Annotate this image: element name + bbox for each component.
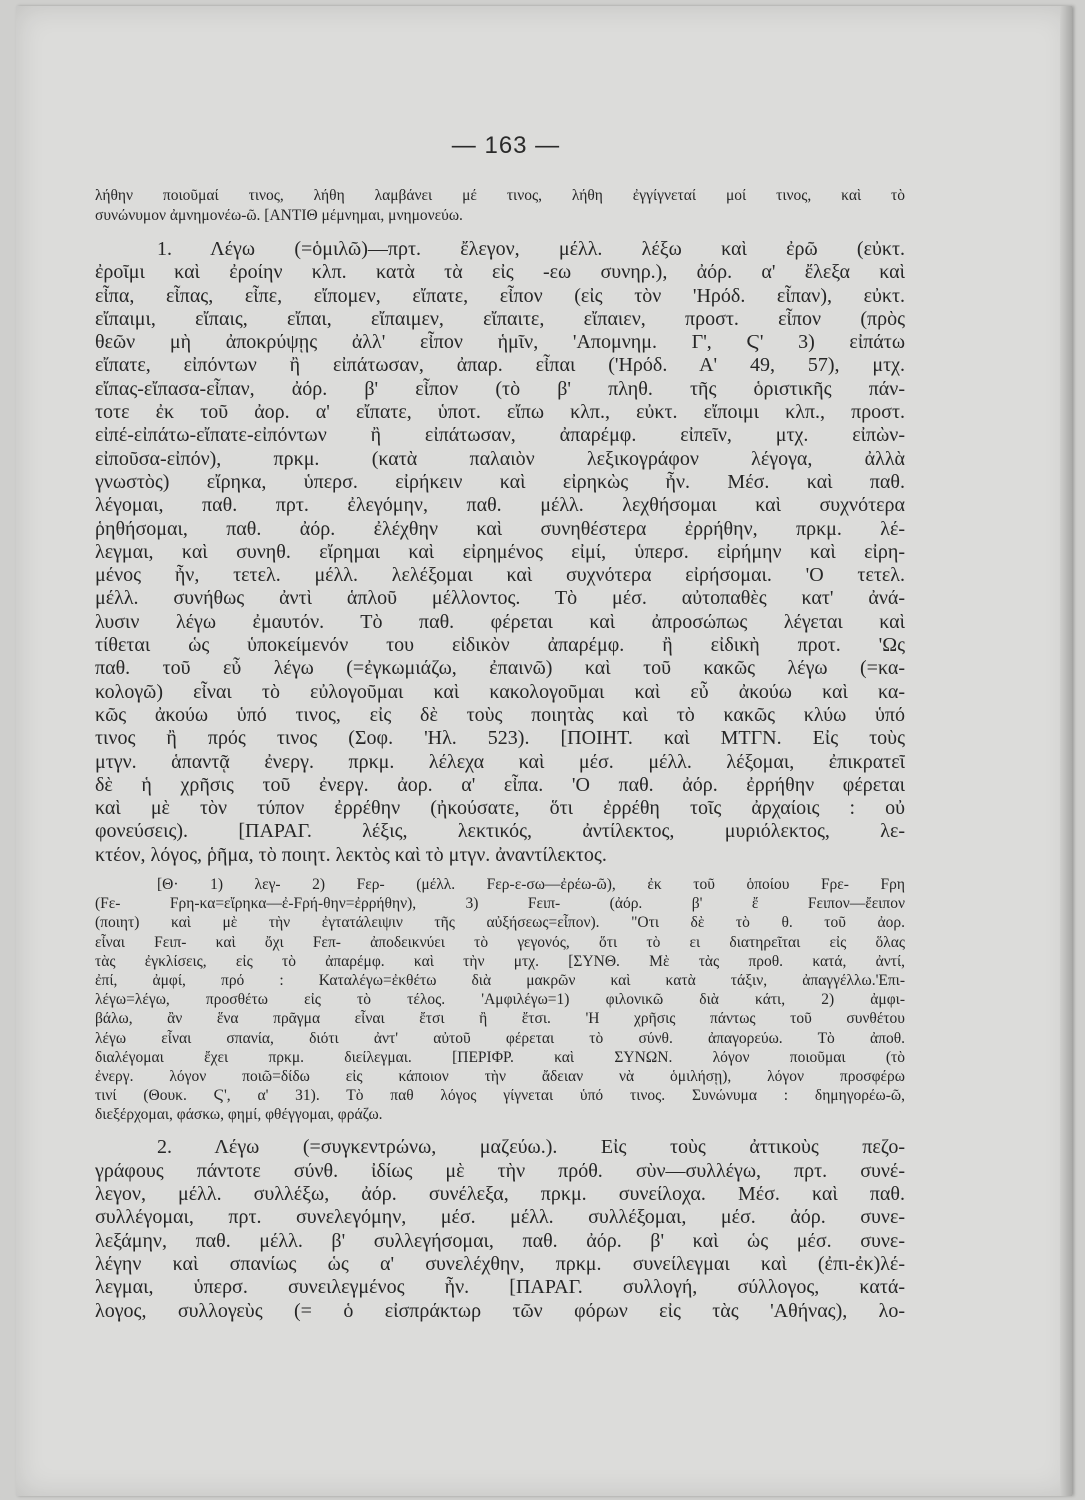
text-line: εἴπατε, εἰπόντων ἢ εἰπάτωσαν, ἀπαρ. εἶπαι ('Ηρόδ. Α' 49, 57), μτχ. [95, 354, 905, 377]
etymology-line: τὰς ἐγκλίσεις, εἰς τὸ ἀπαρέμφ. καὶ τὴν μτχ. [ΣΥΝΘ. Μὲ τὰς προθ. κατά, ἀντί, [95, 952, 905, 970]
text-line: εἶπα, εἶπας, εἶπε, εἴπομεν, εἴπατε, εἶπον (εἰς τὸν 'Ηρόδ. εἶπαν), εὐκτ. [95, 284, 905, 307]
entry-heading-line: 2. Λέγω (=συγκεντρώνω, μαζεύω.). Εἰς τοὺς ἀττικοὺς πεζο- [157, 1136, 905, 1159]
text-line: καὶ μὲ τὸν τύπον ἐρρέθην (ἠκούσατε, ὅτι ἐρρέθη τοῖς ἀρχαίοις : οὐ [95, 797, 905, 820]
text-line: κολογῶ) εἶναι τὸ εὐλογοῦμαι καὶ κακολογοῦμαι καὶ εὖ ἀκούω καὶ κα- [95, 680, 905, 703]
text-line: μένος ἦν, τετελ. μέλλ. λελέξομαι καὶ συχνότερα εἰρήσομαι. 'Ο τετελ. [95, 564, 905, 587]
etymology-line: [Θ· 1) λεγ- 2) Fερ- (μέλλ. Fερ-ε-σω—ἐρέω-ῶ), ἐκ τοῦ ὁποίου Fρε- Fρη [157, 876, 905, 894]
text-line: λέγομαι, παθ. πρτ. ἐλεγόμην, παθ. μέλλ. λεχθήσομαι καὶ συχνότερα [95, 494, 905, 517]
text-line: λεγμαι, ὑπερσ. συνειλεγμένος ἦν. [ΠΑΡΑΓ. συλλογή, σύλλογος, κατά- [95, 1276, 905, 1299]
text-line: ἐροῖμι καὶ ἐροίην κλπ. κατὰ τὰ εἰς -εω συνηρ.), ἀόρ. α' ἔλεξα καὶ [95, 261, 905, 284]
text-line: λεγμαι, καὶ συνηθ. εἴρημαι καὶ εἰρημένος εἰμί, ὑπερσ. εἰρήμην καὶ εἰρη- [95, 540, 905, 563]
entry-heading-line: 1. Λέγω (=ὁμιλῶ)—πρτ. ἔλεγον, μέλλ. λέξω καὶ ἐρῶ (εὐκτ. [157, 238, 905, 260]
etymology-line: (Fε- Fρη-κα=εἴρηκα—ἐ-Fρή-θην=ἐρρήθην), 3) Fειπ- (ἀόρ. β' ἔ Fειπον—ἔειπον [95, 895, 905, 913]
text-line: λεγον, μέλλ. συλλέξω, ἀόρ. συνέλεξα, πρκμ. συνείλοχα. Μέσ. καὶ παθ. [95, 1183, 905, 1206]
text-line: λέγην καὶ σπανίως ὡς α' συνελέχθην, πρκμ. συνείλεγμαι καὶ (ἐπι-ἐκ)λέ- [95, 1252, 905, 1275]
text-line: τίθεται ὡς ὑποκείμενόν του εἰδικὸν ἀπαρέμφ. ἢ εἰδικὴ προτ. 'Ως [95, 634, 905, 657]
page-edge [1060, 6, 1072, 1496]
book-page [16, 6, 1072, 1496]
text-line: μέλλ. συνήθως ἀντὶ ἁπλοῦ μέλλοντος. Τὸ μέσ. αὐτοπαθὲς κατ' ἀνά- [95, 587, 905, 610]
etymology-line: ἐνεργ. λόγον ποιῶ=δίδω εἰς κάποιον τὴν ἄδειαν νὰ ὁμιλήσῃ), λόγον προσφέρω [95, 1067, 905, 1085]
text-line: εἴπαιμι, εἴπαις, εἴπαι, εἴπαιμεν, εἴπαιτε, εἴπαιεν, προστ. εἶπον (πρὸς [95, 307, 905, 330]
etymology-line: ἐπί, ἀμφί, πρό : Καταλέγω=ἐκθέτω διὰ μακρῶν καὶ κατὰ τάξιν, ἀπαγγέλλω.'Επι- [95, 971, 905, 989]
text-line: λυσιν λέγω ἐμαυτόν. Τὸ παθ. φέρεται καὶ ἀπροσώπως λέγεται καὶ [95, 610, 905, 633]
text-line: λογος, συλλογεὺς (= ὁ εἰσπράκτωρ τῶν φόρων εἰς τὰς 'Αθήνας), λο- [95, 1299, 905, 1322]
page-number: — 163 — [451, 132, 561, 159]
etymology-line: διαλέγομαι ἔχει πρκμ. διείλεγμαι. [ΠΕΡΙΦΡ. καὶ ΣΥΝΩΝ. λόγον ποιοῦμαι (τὸ [95, 1048, 905, 1066]
text-line: εἰπέ-εἰπάτω-εἴπατε-εἰπόντων ἢ εἰπάτωσαν, ἀπαρέμφ. εἰπεῖν, μτχ. εἰπὼν- [95, 424, 905, 447]
text-line: κῶς ἀκούω ὑπό τινος, εἰς δὲ τοὺς ποιητὰς καὶ τὸ κακῶς κλύω ὑπό [95, 703, 905, 726]
text-line: γνωστὸς) εἴρηκα, ὑπερσ. εἰρήκειν καὶ εἰρηκὼς ἦν. Μέσ. καὶ παθ. [95, 470, 905, 493]
etymology-line: βάλω, ἂν ἕνα πρᾶγμα εἶναι ἔτσι ἢ ἔτσι. 'Η χρῆσις πάντως τοῦ συνθέτου [95, 1010, 905, 1028]
text-line: εἰποῦσα-εἰπόν), πρκμ. (κατὰ παλαιὸν λεξικογράφον λέγογα, ἀλλὰ [95, 447, 905, 470]
etymology-line: τινί (Θουκ. Ϛ', α' 31). Τὸ παθ λόγος γίγνεται ὑπό τινος. Συνώνυμα : δημηγορέω-ῶ, [95, 1087, 905, 1105]
text-line: δὲ ἡ χρῆσις τοῦ ἐνεργ. ἀορ. α' εἶπα. 'Ο παθ. ἀόρ. ἐρρήθην φέρεται [95, 773, 905, 796]
text-line: λήθην ποιοῦμαί τινος, λήθη λαμβάνει μέ τινος, λήθη ἐγγίγνεταί μοί τινος, καὶ τὸ [95, 187, 905, 204]
etymology-line: λέγω=λέγω, προσθέτω εἰς τὸ τέλος. 'Αμφιλέγω=1) φιλονικῶ διὰ κάτι, 2) ἀμφι- [95, 991, 905, 1009]
text-line: τοτε ἐκ τοῦ ἀορ. α' εἴπατε, ὑποτ. εἴπω κλπ., εὐκτ. εἴποιμι κλπ., προστ. [95, 401, 905, 424]
text-line: λεξάμην, παθ. μέλλ. β' συλλεγήσομαι, παθ. ἀόρ. β' καὶ ὡς μέσ. συνε- [95, 1229, 905, 1252]
etymology-line: (ποιητ) καὶ μὲ τὴν ἐγτατάλειψιν τῆς αὐξήσεως=εἶπον). "Οτι δὲ τὸ θ. τοῦ ἀορ. [95, 914, 905, 932]
text-line: θεῶν μὴ ἀποκρύψῃς ἀλλ' εἶπον ἡμῖν, 'Απομνημ. Γ', Ϛ' 3) εἰπάτω [95, 331, 905, 354]
text-line: εἴπας-εἴπασα-εἶπαν, ἀόρ. β' εἶπον (τὸ β' πληθ. τῆς ὁριστικῆς πάν- [95, 377, 905, 400]
text-line: γράφους πάντοτε σύνθ. ἰδίως μὲ τὴν πρόθ. σὺν—συλλέγω, πρτ. συνέ- [95, 1159, 905, 1182]
text-line: ῥηθήσομαι, παθ. ἀόρ. ἐλέχθην καὶ συνηθέστερα ἐρρήθην, πρκμ. λέ- [95, 517, 905, 540]
text-line: συλλέγομαι, πρτ. συνελεγόμην, μέσ. μέλλ. συλλέξομαι, μέσ. ἀόρ. συνε- [95, 1206, 905, 1229]
text-line: κτέον, λόγος, ῥῆμα, τὸ ποιητ. λεκτὸς καὶ τὸ μτγν. ἀναντίλεκτος. [95, 843, 607, 866]
text-line: συνώνυμον ἀμνημονέω-ῶ. [ΑΝΤΙΘ μέμνημαι, μνημονεύω. [95, 207, 463, 224]
page-text [95, 186, 905, 1323]
etymology-line: εἶναι Fειπ- καὶ ὄχι Fεπ- ἀποδεικνύει τὸ γεγονός, ὅτι τὸ ει διατηρεῖται εἰς ὅλας [95, 933, 905, 951]
etymology-line: διεξέρχομαι, φάσκω, φημί, φθέγγομαι, φράζω. [95, 1106, 383, 1124]
text-line: παθ. τοῦ εὖ λέγω (=ἐγκωμιάζω, ἐπαινῶ) καὶ τοῦ κακῶς λέγω (=κα- [95, 657, 905, 680]
text-line: φονεύσεις). [ΠΑΡΑΓ. λέξις, λεκτικός, ἀντίλεκτος, μυριόλεκτος, λε- [95, 820, 905, 843]
text-line: τινος ἢ πρός τινος (Σοφ. 'Ηλ. 523). [ΠΟΙΗΤ. καὶ ΜΤΓΝ. Εἰς τοὺς [95, 727, 905, 750]
etymology-line: λέγω εἶναι σπανία, διότι ἀντ' αὐτοῦ φέρεται τὸ σύνθ. ἀπαγορεύω. Τὸ ἀποθ. [95, 1029, 905, 1047]
text-line: μτγν. ἁπαντᾷ ἐνεργ. πρκμ. λέλεχα καὶ μέσ. μέλλ. λέξομαι, ἐπικρατεῖ [95, 750, 905, 773]
